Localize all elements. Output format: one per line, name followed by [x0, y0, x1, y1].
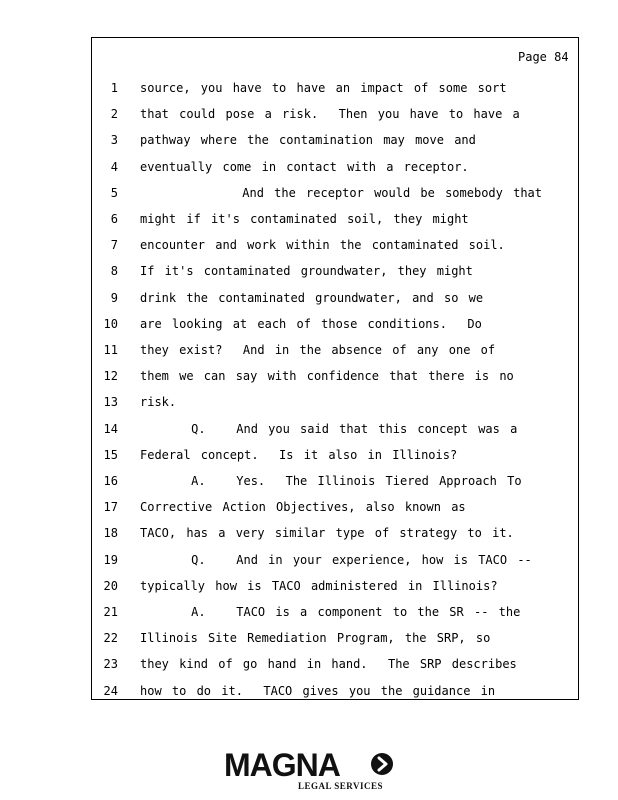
transcript-line — [92, 474, 578, 500]
line-number: 20 — [103, 578, 118, 593]
transcript-line — [92, 448, 578, 474]
logo-subtitle: LEGAL SERVICES — [298, 781, 383, 791]
transcript-line — [92, 657, 578, 683]
line-number: 14 — [103, 421, 118, 436]
transcript-line — [92, 238, 578, 264]
line-number: 2 — [110, 107, 118, 122]
transcript-line — [92, 160, 578, 186]
line-text: might if it's contaminated soil, they might — [140, 212, 469, 226]
line-text: Federal concept. Is it also in Illinois? — [140, 447, 458, 462]
line-text: that could pose a risk. Then you have to have a — [140, 107, 520, 122]
line-number: 22 — [103, 631, 118, 646]
line-text: Illinois Site Remediation Program, the SRP, so — [140, 631, 491, 646]
transcript-line — [92, 186, 578, 212]
line-number: 18 — [103, 526, 118, 541]
line-text: And the receptor would be somebody that — [140, 185, 543, 200]
line-text: Q. And in your experience, how is TACO -- — [140, 552, 532, 567]
line-text: typically how is TACO administered in Illinois? — [140, 578, 498, 593]
logo-wordmark: MAGNA — [224, 747, 340, 783]
line-number: 3 — [110, 133, 118, 148]
line-number: 12 — [103, 369, 118, 384]
transcript-line — [92, 212, 578, 238]
line-number: 23 — [103, 657, 118, 672]
line-number: 24 — [103, 683, 118, 698]
line-number: 11 — [103, 343, 118, 357]
line-text: drink the contaminated groundwater, and so we — [140, 290, 484, 305]
line-text: A. Yes. The Illinois Tiered Approach To — [140, 474, 522, 488]
line-number: 8 — [110, 264, 118, 279]
transcript-line — [92, 605, 578, 631]
transcript-line — [92, 133, 578, 159]
line-text: source, you have to have an impact of some sort — [140, 81, 507, 95]
line-text: pathway where the contamination may move and — [140, 133, 476, 148]
transcript-line — [92, 81, 578, 107]
line-text: If it's contaminated groundwater, they might — [140, 264, 473, 279]
transcript-line — [92, 107, 578, 133]
line-number: 13 — [103, 395, 118, 410]
line-number: 1 — [110, 81, 118, 95]
page-number: Page 84 — [518, 50, 569, 64]
transcript-line — [92, 264, 578, 290]
line-number: 15 — [103, 447, 118, 462]
line-number: 7 — [110, 238, 118, 253]
transcript-line — [92, 526, 578, 552]
transcript-line — [92, 395, 578, 421]
line-text: they exist? And in the absence of any one of — [140, 343, 496, 357]
line-number: 16 — [103, 474, 118, 488]
line-text: A. TACO is a component to the SR -- the — [140, 605, 521, 619]
line-number: 10 — [103, 316, 118, 331]
line-number: 17 — [103, 500, 118, 515]
line-number: 6 — [110, 212, 118, 226]
transcript-line — [92, 553, 578, 579]
transcript-line — [92, 291, 578, 317]
line-text: how to do it. TACO gives you the guidance in — [140, 683, 496, 698]
line-number: 19 — [103, 552, 118, 567]
transcript-line — [92, 579, 578, 605]
line-text: TACO, has a very similar type of strategy to it. — [140, 526, 514, 541]
line-text: risk. — [140, 395, 177, 410]
arrow-circle-icon — [370, 752, 394, 776]
line-number: 5 — [110, 185, 118, 200]
transcript-line — [92, 317, 578, 343]
transcript-line — [92, 343, 578, 369]
transcript-line — [92, 684, 578, 710]
transcript-page — [91, 37, 579, 700]
line-number: 21 — [103, 605, 118, 619]
transcript-line — [92, 500, 578, 526]
line-text: them we can say with confidence that there is no — [140, 369, 514, 384]
line-number: 9 — [110, 290, 118, 305]
line-text: they kind of go hand in hand. The SRP describes — [140, 657, 517, 672]
transcript-line — [92, 422, 578, 448]
transcript-line — [92, 369, 578, 395]
magna-logo — [224, 748, 396, 792]
line-text: eventually come in contact with a receptor. — [140, 159, 469, 174]
line-text: are looking at each of those conditions. Do — [140, 316, 482, 331]
line-text: Q. And you said that this concept was a — [140, 421, 518, 436]
line-text: Corrective Action Objectives, also known as — [140, 500, 466, 515]
line-text: encounter and work within the contaminated soil. — [140, 238, 505, 253]
transcript-line — [92, 631, 578, 657]
line-number: 4 — [110, 159, 118, 174]
